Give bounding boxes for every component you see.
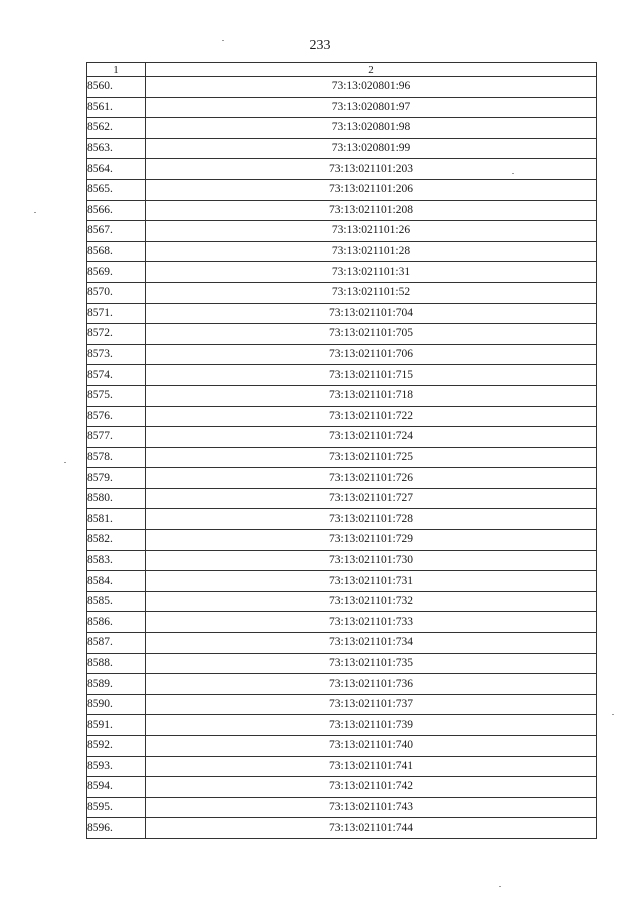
row-number: 8593. <box>87 756 146 777</box>
table-row <box>87 777 597 798</box>
cadastral-number: 73:13:021101:734 <box>146 633 597 654</box>
row-number: 8581. <box>87 509 146 530</box>
cadastral-number: 73:13:020801:99 <box>146 138 597 159</box>
table-row <box>87 468 597 489</box>
row-number: 8577. <box>87 427 146 448</box>
cadastral-number: 73:13:021101:744 <box>146 818 597 839</box>
scan-speck <box>222 40 224 41</box>
table-row <box>87 262 597 283</box>
row-number: 8574. <box>87 365 146 386</box>
cadastral-table <box>86 62 597 839</box>
row-number: 8595. <box>87 797 146 818</box>
cadastral-number: 73:13:021101:52 <box>146 282 597 303</box>
table-row <box>87 179 597 200</box>
cadastral-number: 73:13:021101:206 <box>146 179 597 200</box>
table-row <box>87 385 597 406</box>
cadastral-number: 73:13:021101:743 <box>146 797 597 818</box>
cadastral-number: 73:13:021101:31 <box>146 262 597 283</box>
table-row <box>87 694 597 715</box>
row-number: 8591. <box>87 715 146 736</box>
table-header-row <box>87 63 597 77</box>
row-number: 8582. <box>87 530 146 551</box>
scan-speck <box>512 173 514 174</box>
row-number: 8580. <box>87 488 146 509</box>
cadastral-number: 73:13:021101:704 <box>146 303 597 324</box>
table-row <box>87 138 597 159</box>
table-row <box>87 715 597 736</box>
cadastral-number: 73:13:021101:725 <box>146 447 597 468</box>
row-number: 8585. <box>87 591 146 612</box>
table-row <box>87 530 597 551</box>
cadastral-number: 73:13:021101:731 <box>146 571 597 592</box>
row-number: 8575. <box>87 385 146 406</box>
table-row <box>87 736 597 757</box>
cadastral-number: 73:13:020801:96 <box>146 77 597 98</box>
row-number: 8583. <box>87 550 146 571</box>
column-header-number: 1 <box>87 63 146 77</box>
row-number: 8596. <box>87 818 146 839</box>
row-number: 8563. <box>87 138 146 159</box>
cadastral-number: 73:13:021101:705 <box>146 324 597 345</box>
table-row <box>87 674 597 695</box>
table-row <box>87 550 597 571</box>
row-number: 8567. <box>87 221 146 242</box>
table-body <box>87 77 597 839</box>
page-number: 233 <box>309 38 331 53</box>
scan-speck <box>34 212 36 213</box>
row-number: 8564. <box>87 159 146 180</box>
cadastral-number: 73:13:021101:208 <box>146 200 597 221</box>
table-row <box>87 365 597 386</box>
row-number: 8570. <box>87 282 146 303</box>
table-row <box>87 221 597 242</box>
scan-speck <box>499 886 501 887</box>
table-row <box>87 818 597 839</box>
row-number: 8561. <box>87 97 146 118</box>
row-number: 8592. <box>87 736 146 757</box>
cadastral-number: 73:13:021101:736 <box>146 674 597 695</box>
table-row <box>87 633 597 654</box>
cadastral-number: 73:13:021101:728 <box>146 509 597 530</box>
row-number: 8586. <box>87 612 146 633</box>
row-number: 8572. <box>87 324 146 345</box>
table-row <box>87 488 597 509</box>
cadastral-number: 73:13:021101:742 <box>146 777 597 798</box>
cadastral-number: 73:13:020801:98 <box>146 118 597 139</box>
cadastral-number: 73:13:021101:28 <box>146 241 597 262</box>
cadastral-number: 73:13:021101:203 <box>146 159 597 180</box>
cadastral-number: 73:13:021101:732 <box>146 591 597 612</box>
cadastral-number: 73:13:021101:715 <box>146 365 597 386</box>
row-number: 8584. <box>87 571 146 592</box>
cadastral-number: 73:13:021101:730 <box>146 550 597 571</box>
table-row <box>87 653 597 674</box>
cadastral-number: 73:13:021101:737 <box>146 694 597 715</box>
table-row <box>87 241 597 262</box>
table-row <box>87 303 597 324</box>
table-row <box>87 200 597 221</box>
cadastral-number: 73:13:021101:739 <box>146 715 597 736</box>
row-number: 8565. <box>87 179 146 200</box>
cadastral-number: 73:13:021101:26 <box>146 221 597 242</box>
row-number: 8576. <box>87 406 146 427</box>
row-number: 8594. <box>87 777 146 798</box>
row-number: 8568. <box>87 241 146 262</box>
row-number: 8566. <box>87 200 146 221</box>
row-number: 8573. <box>87 344 146 365</box>
table-row <box>87 324 597 345</box>
row-number: 8578. <box>87 447 146 468</box>
row-number: 8562. <box>87 118 146 139</box>
row-number: 8579. <box>87 468 146 489</box>
row-number: 8569. <box>87 262 146 283</box>
scan-speck <box>612 714 614 715</box>
row-number: 8560. <box>87 77 146 98</box>
table-row <box>87 571 597 592</box>
table-row <box>87 97 597 118</box>
cadastral-number: 73:13:021101:733 <box>146 612 597 633</box>
table-row <box>87 118 597 139</box>
cadastral-number: 73:13:021101:722 <box>146 406 597 427</box>
cadastral-number: 73:13:021101:718 <box>146 385 597 406</box>
row-number: 8571. <box>87 303 146 324</box>
column-header-code: 2 <box>146 63 597 77</box>
table-row <box>87 427 597 448</box>
row-number: 8590. <box>87 694 146 715</box>
table-row <box>87 756 597 777</box>
table-row <box>87 77 597 98</box>
table-row <box>87 509 597 530</box>
table-row <box>87 612 597 633</box>
row-number: 8587. <box>87 633 146 654</box>
table-row <box>87 344 597 365</box>
cadastral-number: 73:13:021101:740 <box>146 736 597 757</box>
table-row <box>87 447 597 468</box>
cadastral-number: 73:13:021101:735 <box>146 653 597 674</box>
table-row <box>87 406 597 427</box>
table-row <box>87 591 597 612</box>
scan-speck <box>64 462 66 463</box>
cadastral-number: 73:13:021101:724 <box>146 427 597 448</box>
cadastral-number: 73:13:020801:97 <box>146 97 597 118</box>
cadastral-number: 73:13:021101:741 <box>146 756 597 777</box>
cadastral-number: 73:13:021101:706 <box>146 344 597 365</box>
cadastral-number: 73:13:021101:726 <box>146 468 597 489</box>
cadastral-number: 73:13:021101:729 <box>146 530 597 551</box>
table-row <box>87 159 597 180</box>
table-row <box>87 282 597 303</box>
row-number: 8589. <box>87 674 146 695</box>
table-row <box>87 797 597 818</box>
cadastral-number: 73:13:021101:727 <box>146 488 597 509</box>
row-number: 8588. <box>87 653 146 674</box>
